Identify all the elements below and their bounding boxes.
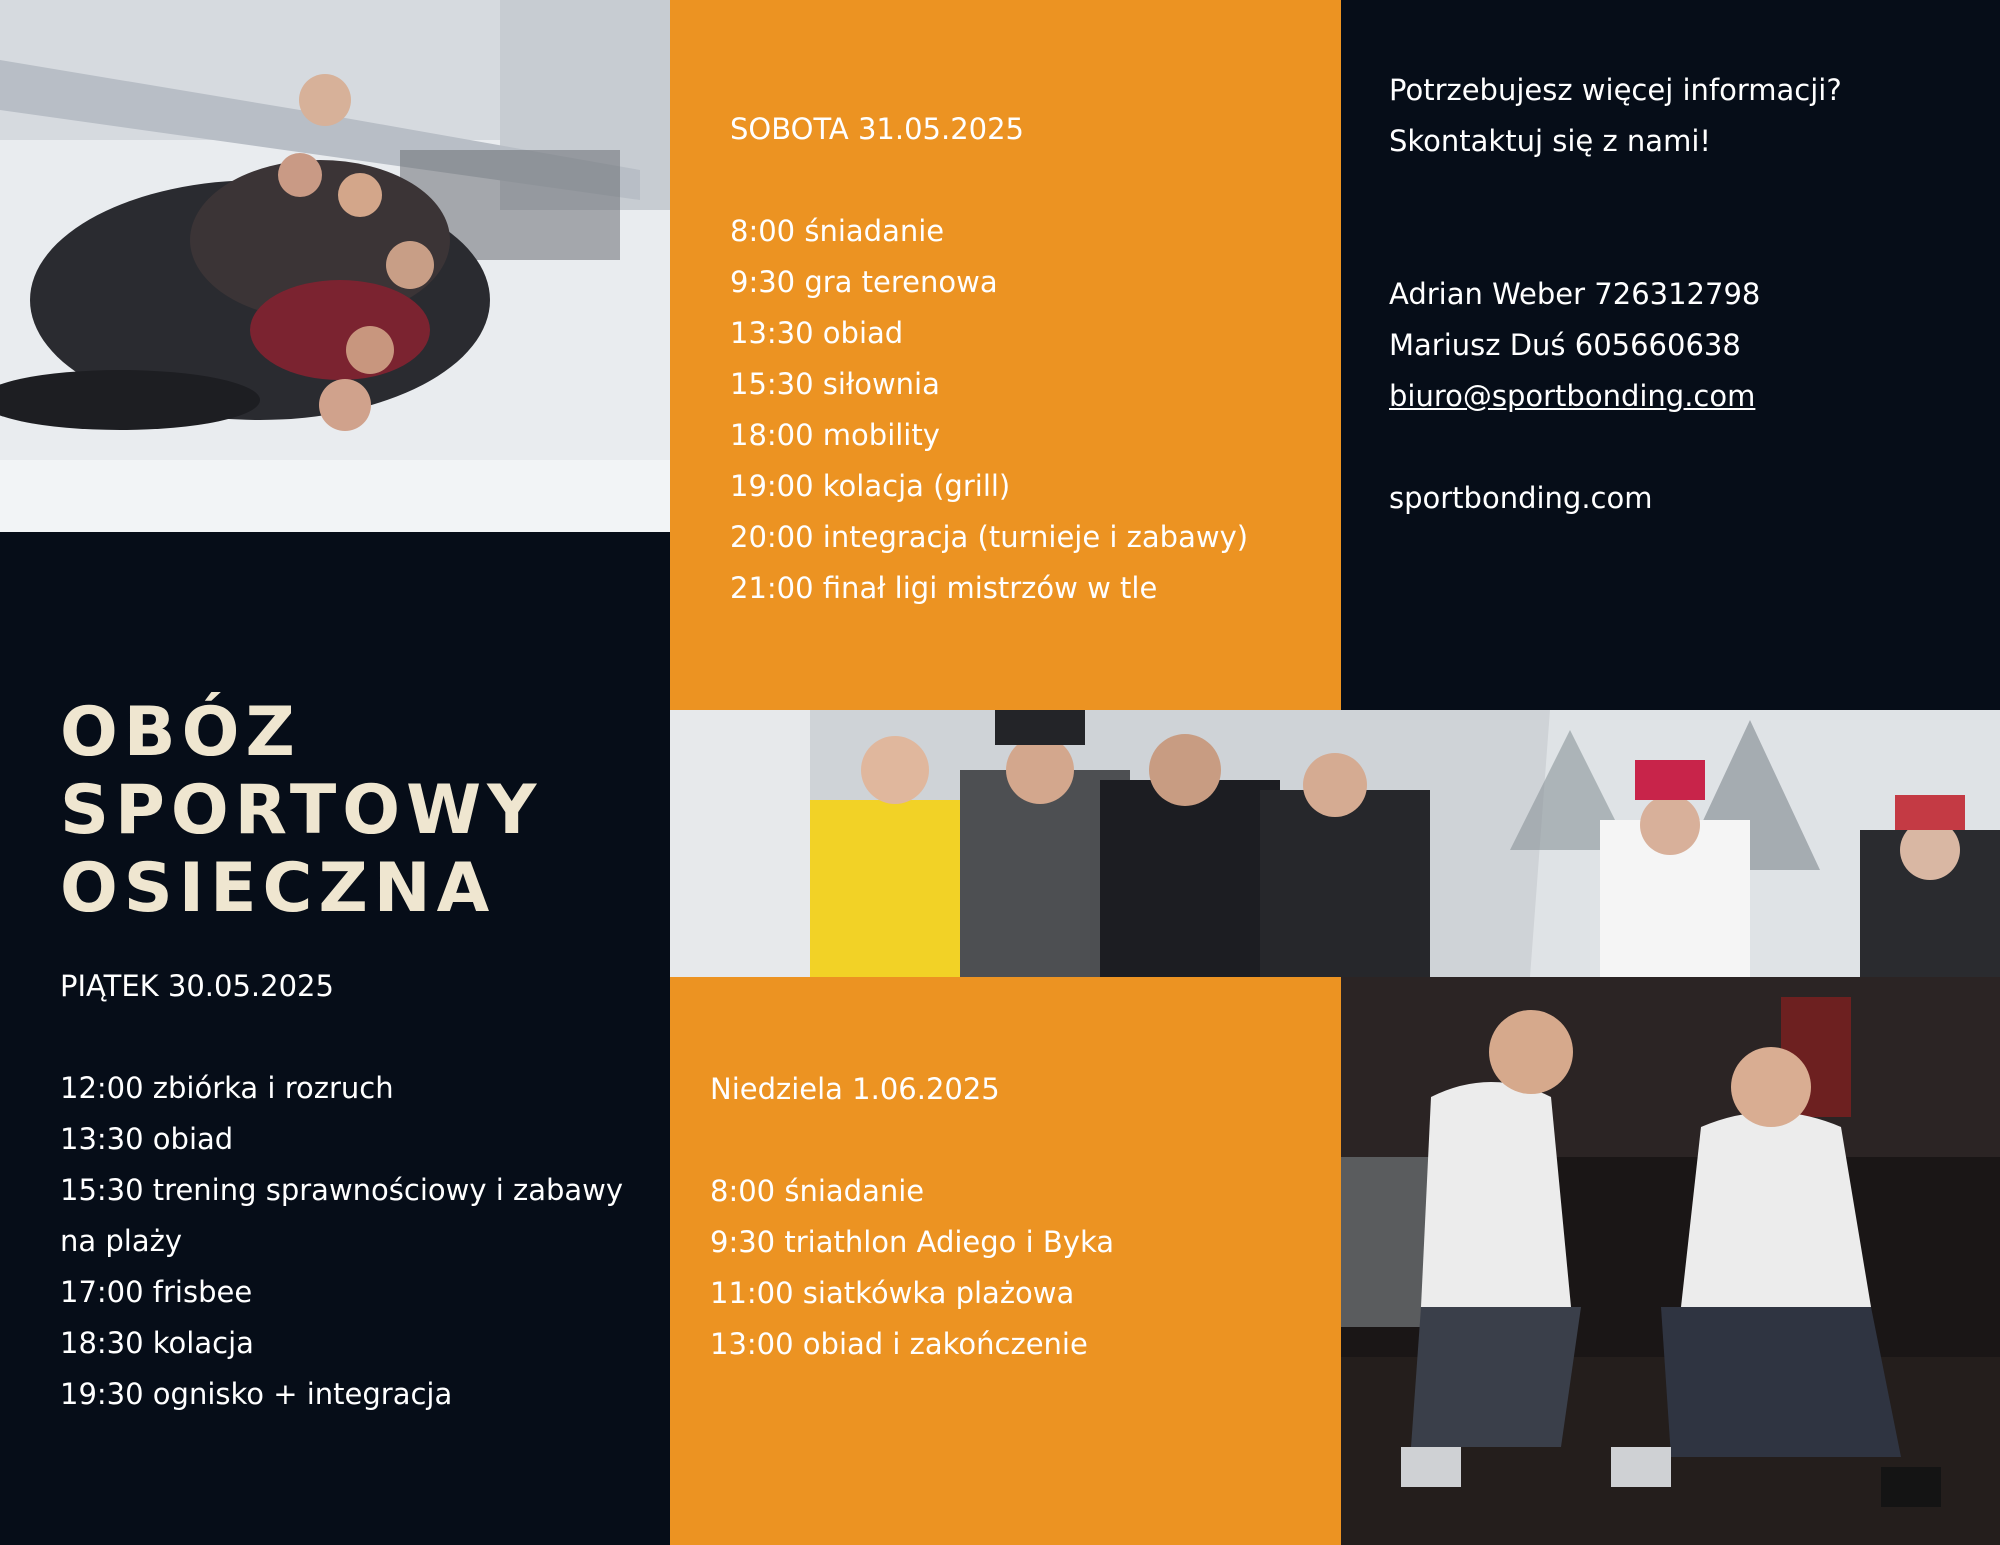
friday-heading: PIĄTEK 30.05.2025 [60, 969, 334, 1003]
schedule-item: 13:30 obiad [60, 1122, 234, 1156]
schedule-item: 9:30 triathlon Adiego i Byka [710, 1225, 1115, 1259]
contact-person-mariusz: Mariusz Duś 605660638 [1389, 328, 1741, 362]
title-line-2: SPORTOWY [60, 771, 543, 850]
contact-prompt: Skontaktuj się z nami! [1389, 124, 1712, 158]
saturday-heading: SOBOTA 31.05.2025 [730, 112, 1025, 146]
schedule-item: 17:00 frisbee [60, 1275, 253, 1309]
contact-question: Potrzebujesz więcej informacji? [1389, 73, 1842, 107]
schedule-item: 19:00 kolacja (grill) [730, 469, 1011, 503]
contact-person-adrian: Adrian Weber 726312798 [1389, 277, 1761, 311]
schedule-item: 15:30 trening sprawnościowy i zabawy [60, 1173, 624, 1207]
website-text[interactable]: sportbonding.com [1389, 481, 1653, 515]
schedule-item: 13:30 obiad [730, 316, 904, 350]
schedule-item: 13:00 obiad i zakończenie [710, 1327, 1088, 1361]
schedule-item: 21:00 finał ligi mistrzów w tle [730, 571, 1158, 605]
snow-group-photo [0, 0, 670, 532]
gym-trainers-photo [1341, 977, 2000, 1545]
email-link[interactable]: biuro@sportbonding.com [1389, 379, 1756, 413]
schedule-item: 18:30 kolacja [60, 1326, 254, 1360]
schedule-item: 11:00 siatkówka plażowa [710, 1276, 1075, 1310]
title-line-3: OSIECZNA [60, 849, 496, 928]
schedule-item: 8:00 śniadanie [730, 214, 945, 248]
schedule-item: 15:30 siłownia [730, 367, 940, 401]
sunday-heading: Niedziela 1.06.2025 [710, 1072, 1000, 1106]
schedule-item: 19:30 ognisko + integracja [60, 1377, 453, 1411]
friday-panel [0, 532, 670, 1545]
schedule-item: 12:00 zbiórka i rozruch [60, 1071, 394, 1105]
schedule-item: 9:30 gra terenowa [730, 265, 998, 299]
schedule-item: na plaży [60, 1224, 182, 1258]
schedule-item: 8:00 śniadanie [710, 1174, 925, 1208]
winter-group-photo [670, 710, 2000, 977]
contact-panel [1341, 0, 2000, 710]
schedule-item: 20:00 integracja (turnieje i zabawy) [730, 520, 1249, 554]
sunday-panel [670, 977, 1341, 1545]
schedule-item: 18:00 mobility [730, 418, 940, 452]
saturday-panel [670, 0, 1341, 710]
title-line-1: OBÓZ [60, 693, 301, 772]
